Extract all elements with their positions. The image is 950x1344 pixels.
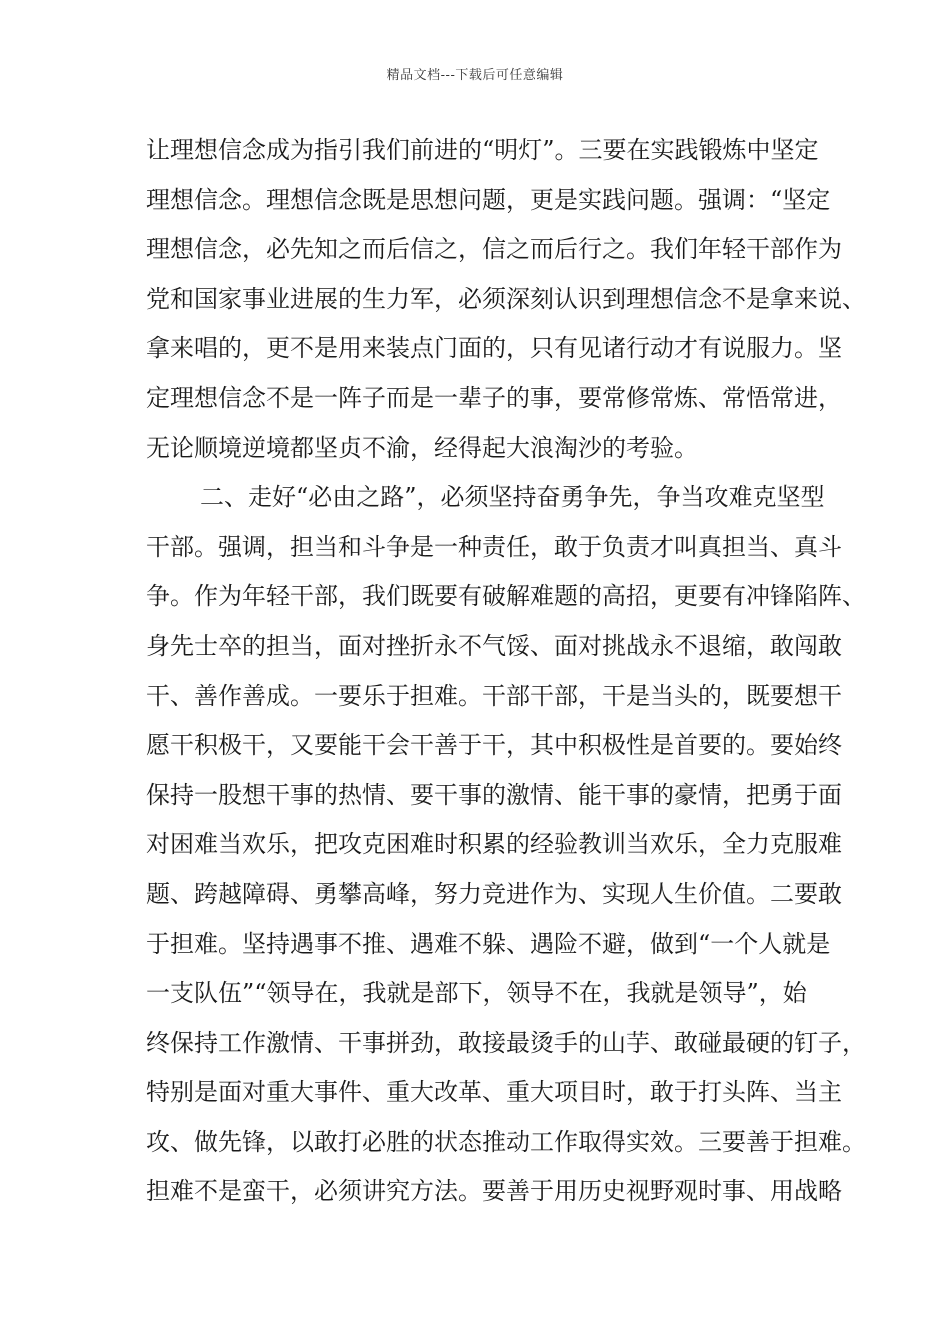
text-line: 理想信念。理想信念既是思想问题，更是实践问题。强调：“坚定 (146, 185, 831, 214)
page-header: 精品文档---下载后可任意编辑 (386, 68, 564, 83)
text-line: 保持一股想干事的热情、要干事的激情、能干事的豪情，把勇于面 (146, 780, 842, 809)
text-line: 拿来唱的，更不是用来装点门面的，只有见诸行动才有说服力。坚 (146, 334, 842, 363)
document-body (146, 126, 866, 1217)
text-line: 定理想信念不是一阵子而是一辈子的事，要常修常炼、常悟常进， (146, 383, 842, 412)
text-line: 愿干积极干，又要能干会干善于干，其中积极性是首要的。要始终 (146, 731, 842, 760)
text-line: 一支队伍”“领导在，我就是部下，领导不在，我就是领导”，始 (146, 979, 807, 1008)
text-line: 攻、做先锋，以敢打必胜的状态推动工作取得实效。三要善于担难。 (146, 1127, 866, 1156)
text-line: 理想信念，必先知之而后信之，信之而后行之。我们年轻干部作为 (146, 235, 842, 264)
text-line: 干部。强调，担当和斗争是一种责任，敢于负责才叫真担当、真斗 (146, 532, 842, 561)
text-line: 身先士卒的担当，面对挫折永不气馁、面对挑战永不退缩，敢闯敢 (146, 631, 842, 660)
text-line: 让理想信念成为指引我们前进的“明灯”。三要在实践锻炼中坚定 (146, 136, 819, 164)
text-line: 于担难。坚持遇事不推、遇难不躲、遇险不避，做到“一个人就是 (146, 929, 831, 958)
text-line: 担难不是蛮干，必须讲究方法。要善于用历史视野观时事、用战略 (146, 1177, 842, 1206)
text-line: 特别是面对重大事件、重大改革、重大项目时，敢于打头阵、当主 (146, 1078, 842, 1107)
text-line: 党和国家事业进展的生力军，必须深刻认识到理想信念不是拿来说、 (146, 284, 866, 313)
text-line: 争。作为年轻干部，我们既要有破解难题的高招，更要有冲锋陷阵、 (146, 582, 866, 611)
text-line: 题、跨越障碍、勇攀高峰，努力竞进作为、实现人生价值。二要敢 (146, 879, 842, 908)
text-line: 干、善作善成。一要乐于担难。干部干部，干是当头的，既要想干 (146, 681, 842, 710)
text-line: 对困难当欢乐，把攻克困难时积累的经验教训当欢乐，全力克服难 (146, 830, 842, 859)
text-line: 终保持工作激情、干事拼劲，敢接最烫手的山芋、敢碰最硬的钉子， (146, 1028, 866, 1057)
paragraph-start-line: 二、走好“必由之路”，必须坚持奋勇争先，争当攻难克坚型 (200, 483, 825, 512)
text-line: 无论顺境逆境都坚贞不渝，经得起大浪淘沙的考验。 (146, 433, 698, 462)
